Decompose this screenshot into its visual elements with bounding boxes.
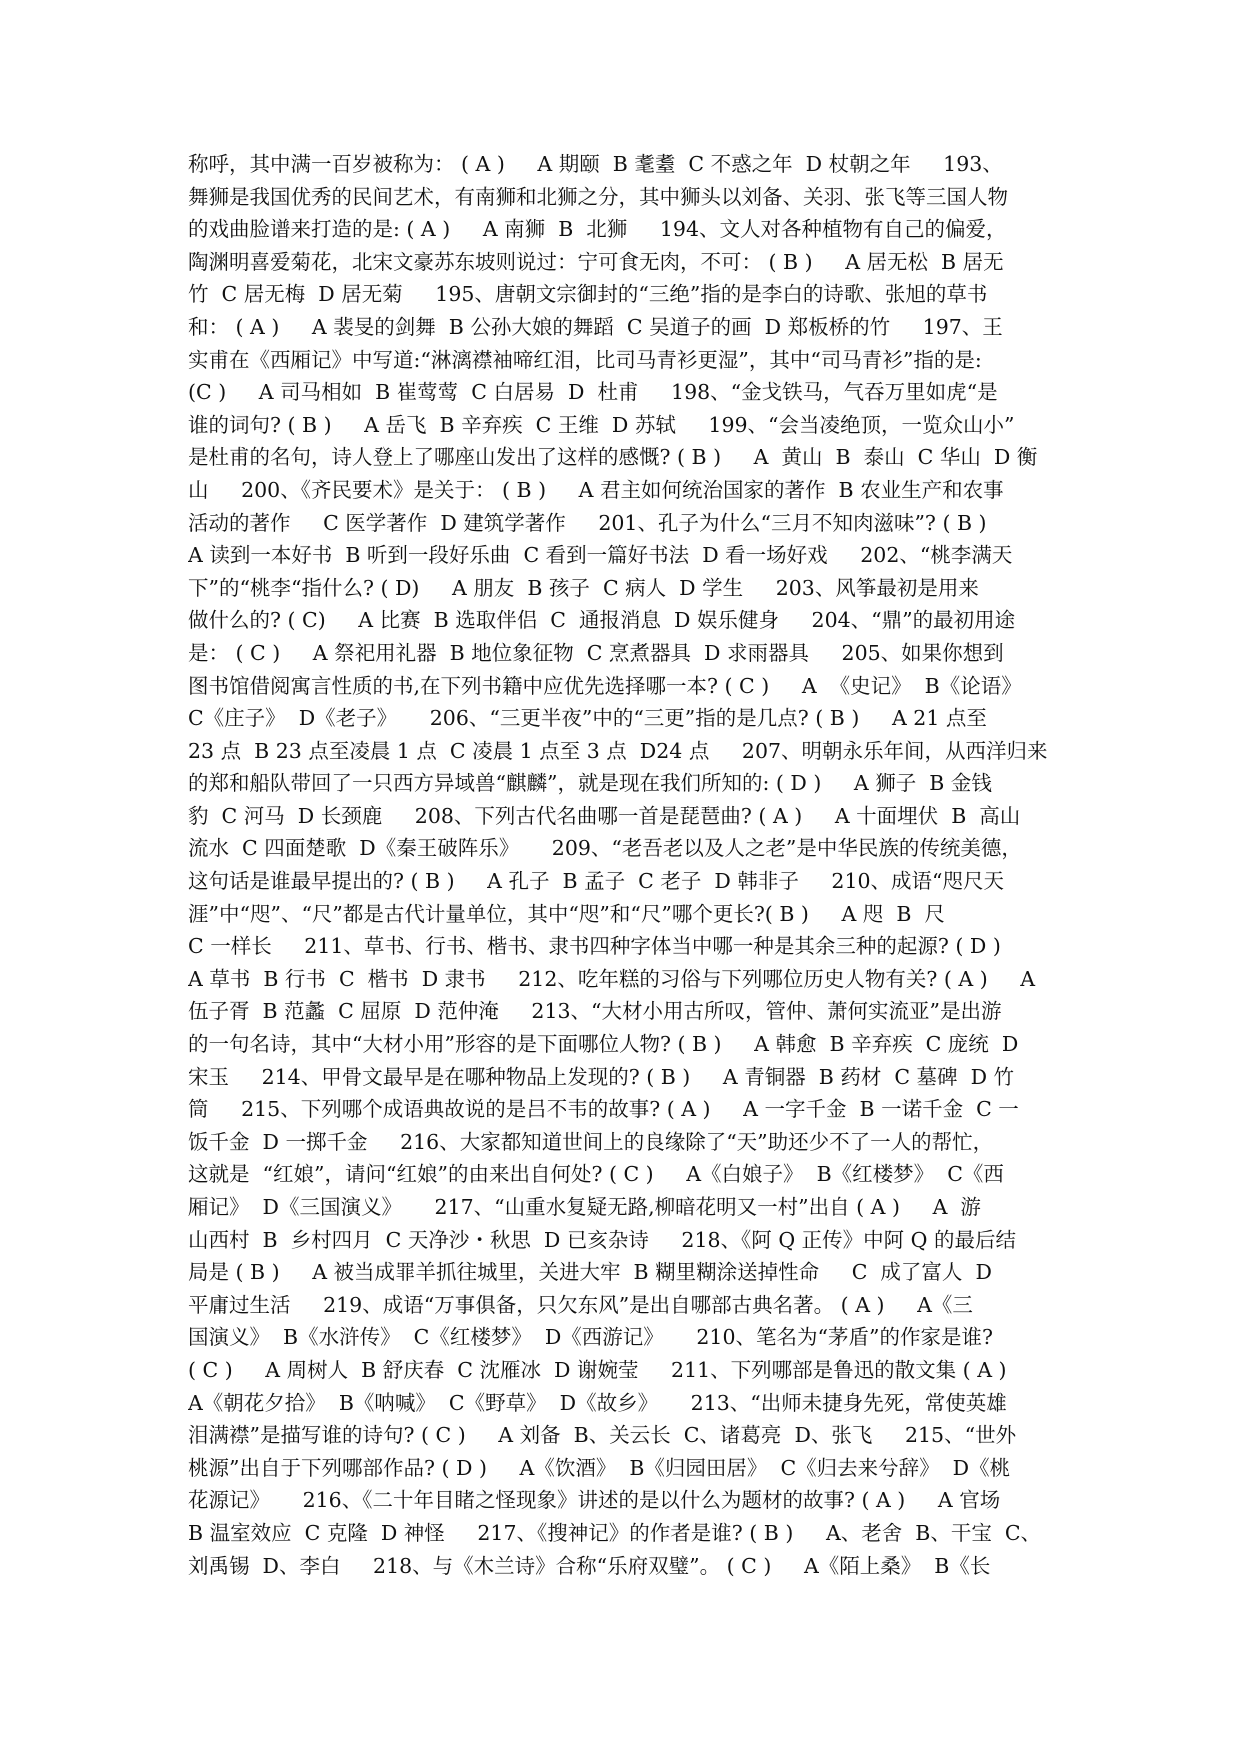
text-line: ( C ) A 周树人 B 舒庆春 C 沈雁冰 D 谢婉莹 211、下列哪部是鲁迅的散文集 ( A ) [188, 1357, 1007, 1382]
text-line: 国演义》 B《水浒传》 C《红楼梦》 D《西游记》 210、笔名为“茅盾”的作家是谁? [188, 1325, 993, 1350]
text-line: 饭千金 D 一掷千金 216、大家都知道世间上的良缘除了“天”助还少不了一人的帮忙， [188, 1129, 994, 1154]
text-line: B 温室效应 C 克隆 D 神怪 217、《搜神记》的作者是谁? ( B ) A、老舍 B、干宝 C、 [188, 1520, 1042, 1545]
text-line: 的郑和船队带回了一只西方异域兽“麒麟”，就是现在我们所知的: ( D ) A 狮子 B 金钱 [188, 771, 992, 796]
text-line: 刘禹锡 D、李白 218、与《木兰诗》合称“乐府双璧”。 ( C ) A《陌上桑》 B《长 [188, 1553, 991, 1578]
text-line: 筒 215、下列哪个成语典故说的是吕不韦的故事? ( A ) A 一字千金 B 一诺千金 C 一 [188, 1097, 1019, 1122]
text-line: 活动的著作 C 医学著作 D 建筑学著作 201、孔子为什么“三月不知肉滋味”? ( B ) [188, 510, 987, 535]
text-line: 图书馆借阅寓言性质的书,在下列书籍中应优先选择哪一本? ( C ) A 《史记》 B《论语》 [188, 673, 1022, 698]
text-line: 伍子胥 B 范蠡 C 屈原 D 范仲淹 213、“大材小用古所叹，管仲、萧何实流亚”是出游 [188, 999, 1002, 1024]
text-line: 花源记》 216、《二十年目睹之怪现象》讲述的是以什么为题材的故事? ( A ) A 官场 [188, 1488, 1001, 1513]
text-line: A 草书 B 行书 C 楷书 D 隶书 212、吃年糕的习俗与下列哪位历史人物有关? ( A ) A [188, 966, 1036, 991]
text-line: C《庄子》 D《老子》 206、“三更半夜”中的“三更”指的是几点? ( B ) A 21 点至 [188, 706, 987, 731]
text-line: 桃源”出自于下列哪部作品? ( D ) A《饮酒》 B《归园田居》 C《归去来兮辞》 D《桃 [188, 1455, 1011, 1480]
text-line: 这就是 “红娘”，请问“红娘”的由来出自何处? ( C ) A《白娘子》 B《红楼梦》 C《西 [188, 1162, 1004, 1187]
text-line: 实甫在《西厢记》中写道:“淋漓襟袖啼红泪，比司马青衫更湿”，其中“司马青衫”指的是: [188, 347, 982, 372]
text-line: 是： ( C ) A 祭祀用礼器 B 地位象征物 C 烹煮器具 D 求雨器具 205、如果你想到 [188, 640, 1004, 665]
text-line: 的一句名诗，其中“大材小用”形容的是下面哪位人物? ( B ) A 韩愈 B 辛弃疾 C 庞统 D [188, 1032, 1019, 1057]
text-line: 涯”中“咫”、“尺”都是古代计量单位，其中“咫”和“尺”哪个更长?( B ) A 咫 B 尺 [188, 901, 945, 926]
text-line: (C ) A 司马相如 B 崔莺莺 C 白居易 D 杜甫 198、“金戈铁马，气吞万里如虎“是 [188, 380, 998, 405]
text-line: 是杜甫的名句，诗人登上了哪座山发出了这样的感慨? ( B ) A 黄山 B 泰山 C 华山 D 衡 [188, 445, 1038, 470]
text-line: 厢记》 D《三国演义》 217、“山重水复疑无路,柳暗花明又一村”出自 ( A ) A 游 [188, 1195, 981, 1219]
text-line: C 一样长 211、草书、行书、楷书、隶书四种字体当中哪一种是其余三种的起源? ( D ) [188, 934, 1001, 959]
text-line: 泪满襟”是描写谁的诗句? ( C ) A 刘备 B、关云长 C、诸葛亮 D、张飞 215、“世外 [188, 1423, 1017, 1448]
text-line: 这句话是谁最早提出的? ( B ) A 孔子 B 孟子 C 老子 D 韩非子 210、成语“咫尺天 [188, 869, 1005, 894]
text-line: 和： ( A ) A 裴旻的剑舞 B 公孙大娘的舞蹈 C 吴道子的画 D 郑板桥的竹 197、王 [188, 314, 1003, 339]
text-line: 称呼，其中满一百岁被称为： ( A ) A 期颐 B 耄耋 C 不惑之年 D 杖朝之年 193、 [188, 152, 1003, 176]
text-line: 局是 ( B ) A 被当成罪羊抓往城里，关进大牢 B 糊里糊涂送掉性命 C 成了富人 D [188, 1260, 992, 1285]
text-line: 竹 C 居无梅 D 居无菊 195、唐朝文宗御封的“三绝”指的是李白的诗歌、张旭的草书 [188, 282, 988, 307]
text-line: 流水 C 四面楚歌 D《秦王破阵乐》 209、“老吾老以及人之老”是中华民族的传统美德， [188, 836, 1022, 861]
text-line: A 读到一本好书 B 听到一段好乐曲 C 看到一篇好书法 D 看一场好戏 202、“桃李满天 [188, 543, 1013, 568]
text-line: 豹 C 河马 D 长颈鹿 208、下列古代名曲哪一首是琵琶曲? ( A ) A 十面埋伏 B 高山 [188, 803, 1021, 828]
text-line: 的戏曲脸谱来打造的是: ( A ) A 南狮 B 北狮 194、文人对各种植物有自己的偏爱， [188, 217, 1007, 242]
text-line: 23 点 B 23 点至凌晨 1 点 C 凌晨 1 点至 3 点 D24 点 207、明朝永乐年间，从西洋归来 [188, 738, 1048, 763]
text-line: 山西村 B 乡村四月 C 天净沙・秋思 D 已亥杂诗 218、《阿 Q 正传》中阿 Q 的最后结 [188, 1227, 1016, 1252]
body-text [188, 148, 1058, 1582]
text-line: 宋玉 214、甲骨文最早是在哪种物品上发现的? ( B ) A 青铜器 B 药材 C 墓碑 D 竹 [188, 1064, 1015, 1089]
text-line: 舞狮是我国优秀的民间艺术，有南狮和北狮之分，其中狮头以刘备、关羽、张飞等三国人物 [188, 184, 1008, 209]
text-line: A《朝花夕拾》 B《呐喊》 C《野草》 D《故乡》 213、“出师未捷身先死，常使英雄 [188, 1390, 1007, 1415]
text-line: 谁的词句? ( B ) A 岳飞 B 辛弃疾 C 王维 D 苏轼 199、“会当凌绝顶，一览众山小” [188, 412, 1015, 437]
text-line: 陶渊明喜爱菊花，北宋文豪苏东坡则说过：宁可食无肉，不可： ( B ) A 居无松 B 居无 [188, 249, 1004, 274]
text-line: 平庸过生活 219、成语“万事俱备，只欠东风”是出自哪部古典名著。 ( A ) A《三 [188, 1292, 973, 1317]
text-line: 山 200、《齐民要术》是关于： ( B ) A 君主如何统治国家的著作 B 农业生产和农事 [188, 477, 1004, 502]
text-line: 做什么的? ( C) A 比赛 B 选取伴侣 C 通报消息 D 娱乐健身 204、“鼎”的最初用途 [188, 608, 1016, 633]
text-line: 下”的“桃李“指什么? ( D) A 朋友 B 孩子 C 病人 D 学生 203、风筝最初是用来 [188, 575, 979, 600]
